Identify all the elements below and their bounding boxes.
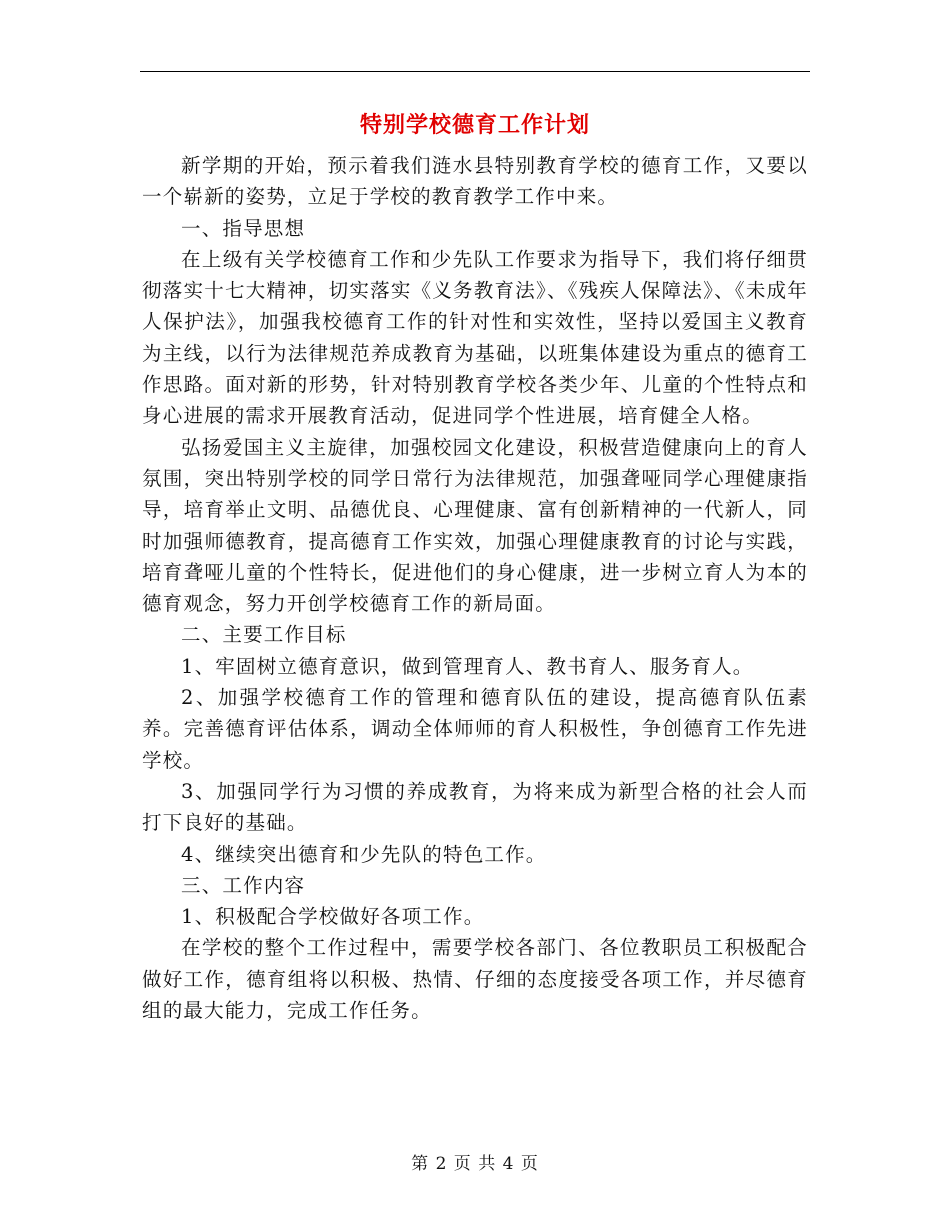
document-body <box>142 150 808 1026</box>
header-rule <box>140 71 810 72</box>
goal-item: 1、牢固树立德育意识，做到管理育人、教书育人、服务育人。 <box>181 654 754 678</box>
goal-item: 3、加强同学行为习惯的养成教育，为将来成为新型合格的社会人而打下良好的基础。 <box>142 779 808 835</box>
body-paragraph: 在上级有关学校德育工作和少先队工作要求为指导下，我们将仔细贯彻落实十七大精神，切实落实《义务教育法》、《残疾人保障法》、《未成年人保护法》，加强我校德育工作的针对性和实效性，坚持以爱国主义教育为主线，以行为法律规范养成教育为基础，以班集体建设为重点的德育工作思路。面对新的形势，针对特别教育学校各类少年、儿童的个性特点和身心进展的需求开展教育活动，促进同学个性进展，培育健全人格。 <box>142 247 808 428</box>
body-paragraph: 弘扬爱国主义主旋律，加强校园文化建设，积极营造健康向上的育人氛围，突出特别学校的同学日常行为法律规范，加强聋哑同学心理健康指导，培育举止文明、品德优良、心理健康、富有创新精神的一代新人，同时加强师德教育，提高德育工作实效，加强心理健康教育的讨论与实践，培育聋哑儿童的个性特长，促进他们的身心健康，进一步树立育人为本的德育观念，努力开创学校德育工作的新局面。 <box>142 435 808 616</box>
page-number-footer: 第 2 页 共 4 页 <box>411 1154 539 1174</box>
section-heading-main-goals: 二、主要工作目标 <box>181 623 347 647</box>
goal-item: 2、加强学校德育工作的管理和德育队伍的建设，提高德育队伍素养。完善德育评估体系，调动全体师师的育人积极性，争创德育工作先进学校。 <box>142 686 808 772</box>
section-heading-work-content: 三、工作内容 <box>181 873 306 897</box>
body-paragraph: 在学校的整个工作过程中，需要学校各部门、各位教职员工积极配合做好工作，德育组将以积极、热情、仔细的态度接受各项工作，并尽德育组的最大能力，完成工作任务。 <box>142 936 808 1023</box>
section-heading-guiding-ideology: 一、指导思想 <box>181 216 306 240</box>
document-title: 特别学校德育工作计划 <box>359 112 590 138</box>
content-item: 1、积极配合学校做好各项工作。 <box>181 905 485 929</box>
goal-item: 4、继续突出德育和少先队的特色工作。 <box>181 842 547 866</box>
intro-paragraph: 新学期的开始，预示着我们涟水县特别教育学校的德育工作，又要以一个崭新的姿势，立足于学校的教育教学工作中来。 <box>142 154 808 209</box>
